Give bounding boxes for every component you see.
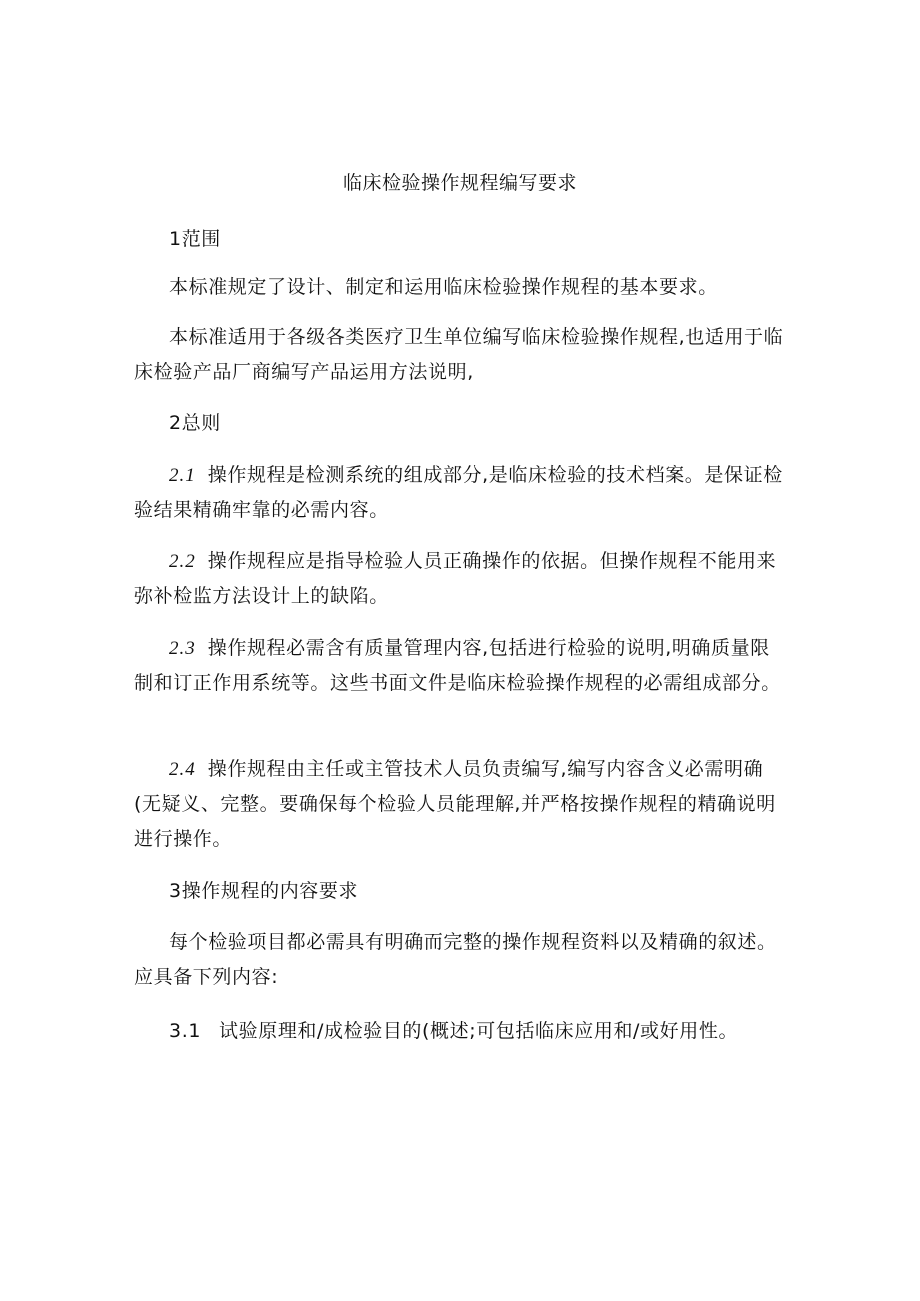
item-number: 2.1 <box>169 465 196 486</box>
item-number: 3.1 <box>169 1020 202 1042</box>
list-item-2-4 <box>134 752 784 857</box>
item-text: 操作规程由主任或主管技术人员负责编写,编写内容含义必需明确(无疑义、完整。要确保每个检验人员能理解,并严格按操作规程的精确说明进行操作。 <box>134 758 776 850</box>
item-number: 2.2 <box>169 551 196 572</box>
item-text: 操作规程是检测系统的组成部分,是临床检验的技术档案。是保证检验结果精确牢靠的必需内容。 <box>134 464 783 521</box>
section-3-heading: 3操作规程的内容要求 <box>169 880 359 902</box>
item-number: 2.3 <box>169 638 196 659</box>
item-number: 2.4 <box>169 759 196 780</box>
section-3-paragraph-1: 每个检验项目都必需具有明确而完整的操作规程资料以及精确的叙述。应具备下列内容: <box>134 931 777 988</box>
item-text: 操作规程应是指导检验人员正确操作的依据。但操作规程不能用来弥补检监方法设计上的缺陷。 <box>134 550 777 607</box>
section-2-heading: 2总则 <box>169 412 221 434</box>
document-title: 临床检验操作规程编写要求 <box>342 172 577 194</box>
list-item-2-1 <box>134 458 784 528</box>
item-text: 试验原理和/成检验目的(概述;可包括临床应用和/或好用性。 <box>219 1020 739 1042</box>
list-item-3-1 <box>134 1014 819 1049</box>
item-text: 操作规程必需含有质量管理内容,包括进行检验的说明,明确质量限制和订正作用系统等。这些书面文件是临床检验操作规程的必需组成部分。 <box>134 637 781 694</box>
list-item-2-2 <box>134 544 784 614</box>
list-item-2-3 <box>134 631 784 701</box>
section-1-paragraph-1: 本标准规定了设计、制定和运用临床检验操作规程的基本要求。 <box>169 276 718 298</box>
section-1-heading: 1范围 <box>169 228 221 250</box>
section-1-paragraph-2: 本标准适用于各级各类医疗卫生单位编写临床检验操作规程,也适用于临床检验产品厂商编写产品运用方法说明, <box>134 326 784 383</box>
